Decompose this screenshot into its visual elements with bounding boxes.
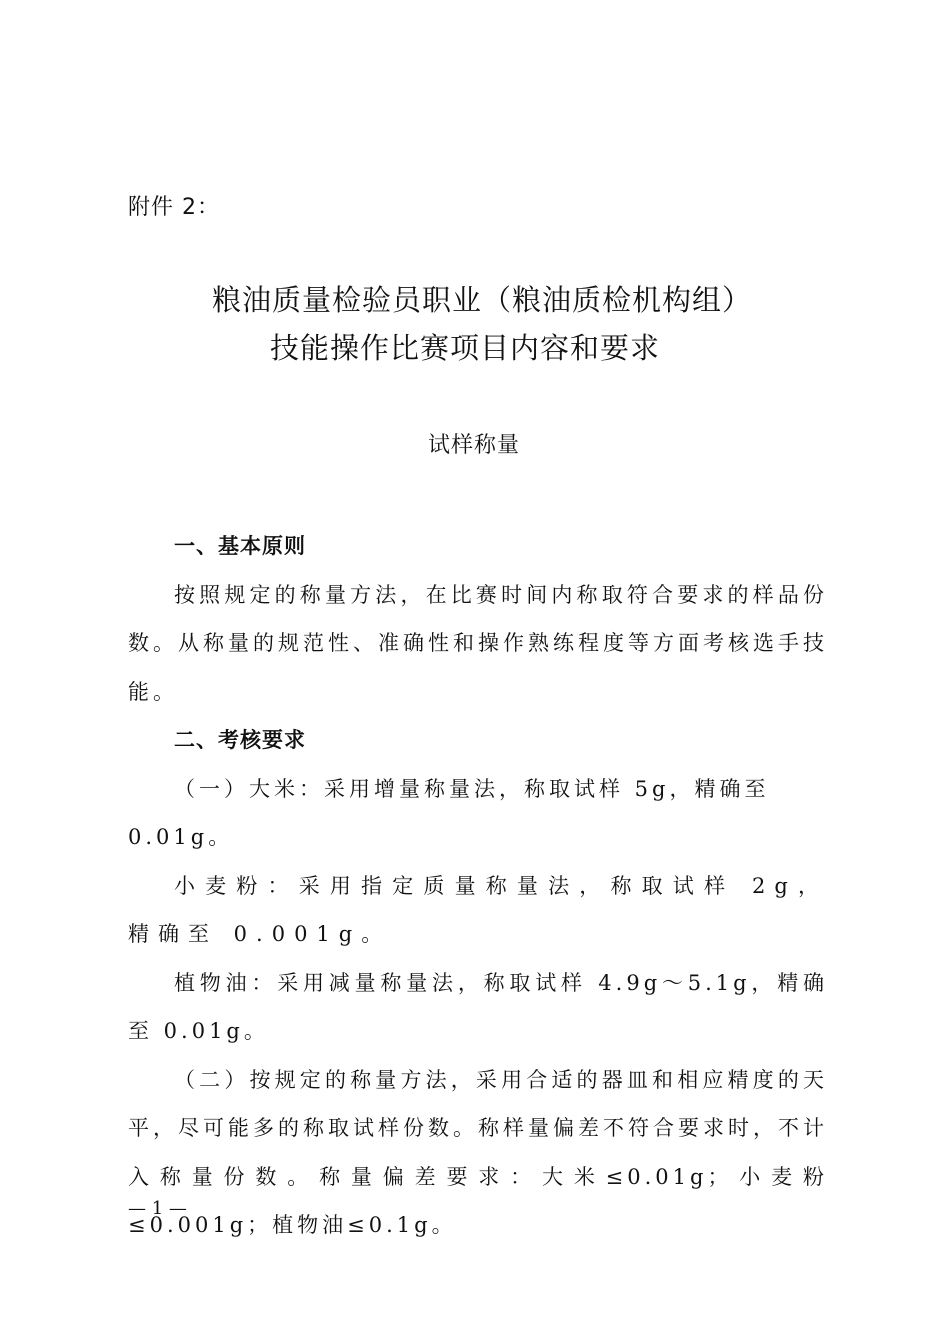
document-body bbox=[128, 522, 828, 1250]
document-title-line-1: 粮油质量检验员职业（粮油质检机构组） bbox=[212, 283, 753, 317]
attachment-label: 附件 2： bbox=[128, 195, 220, 220]
paragraph-flour: 小麦粉：采用指定质量称量法，称取试样 2g，精确至 0.001g。 bbox=[128, 873, 828, 946]
paragraph-oil: 植物油：采用减量称量法，称取试样 4.9g～5.1g，精确至 0.01g。 bbox=[128, 970, 828, 1043]
section-subtitle: 试样称量 bbox=[428, 433, 521, 458]
paragraph-item-2: （二）按规定的称量方法，采用合适的器皿和相应精度的天平，尽可能多的称取试样份数。称样量偏差不符合要求时，不计入称量份数。称量偏差要求：大米≤0.01g；小麦粉≤0.001g；植物油≤0.1g。 bbox=[128, 1067, 828, 1237]
paragraph-basic-principle: 按照规定的称量方法，在比赛时间内称取符合要求的样品份数。从称量的规范性、准确性和操作熟练程度等方面考核选手技能。 bbox=[128, 582, 828, 704]
heading-assessment: 二、考核要求 bbox=[174, 728, 306, 752]
heading-basic-principle: 一、基本原则 bbox=[174, 534, 306, 558]
page-number: — 1 — bbox=[128, 1198, 187, 1219]
document-title-line-2: 技能操作比赛项目内容和要求 bbox=[270, 331, 661, 365]
paragraph-rice: （一）大米：采用增量称量法，称取试样 5g，精确至 0.01g。 bbox=[128, 776, 770, 849]
